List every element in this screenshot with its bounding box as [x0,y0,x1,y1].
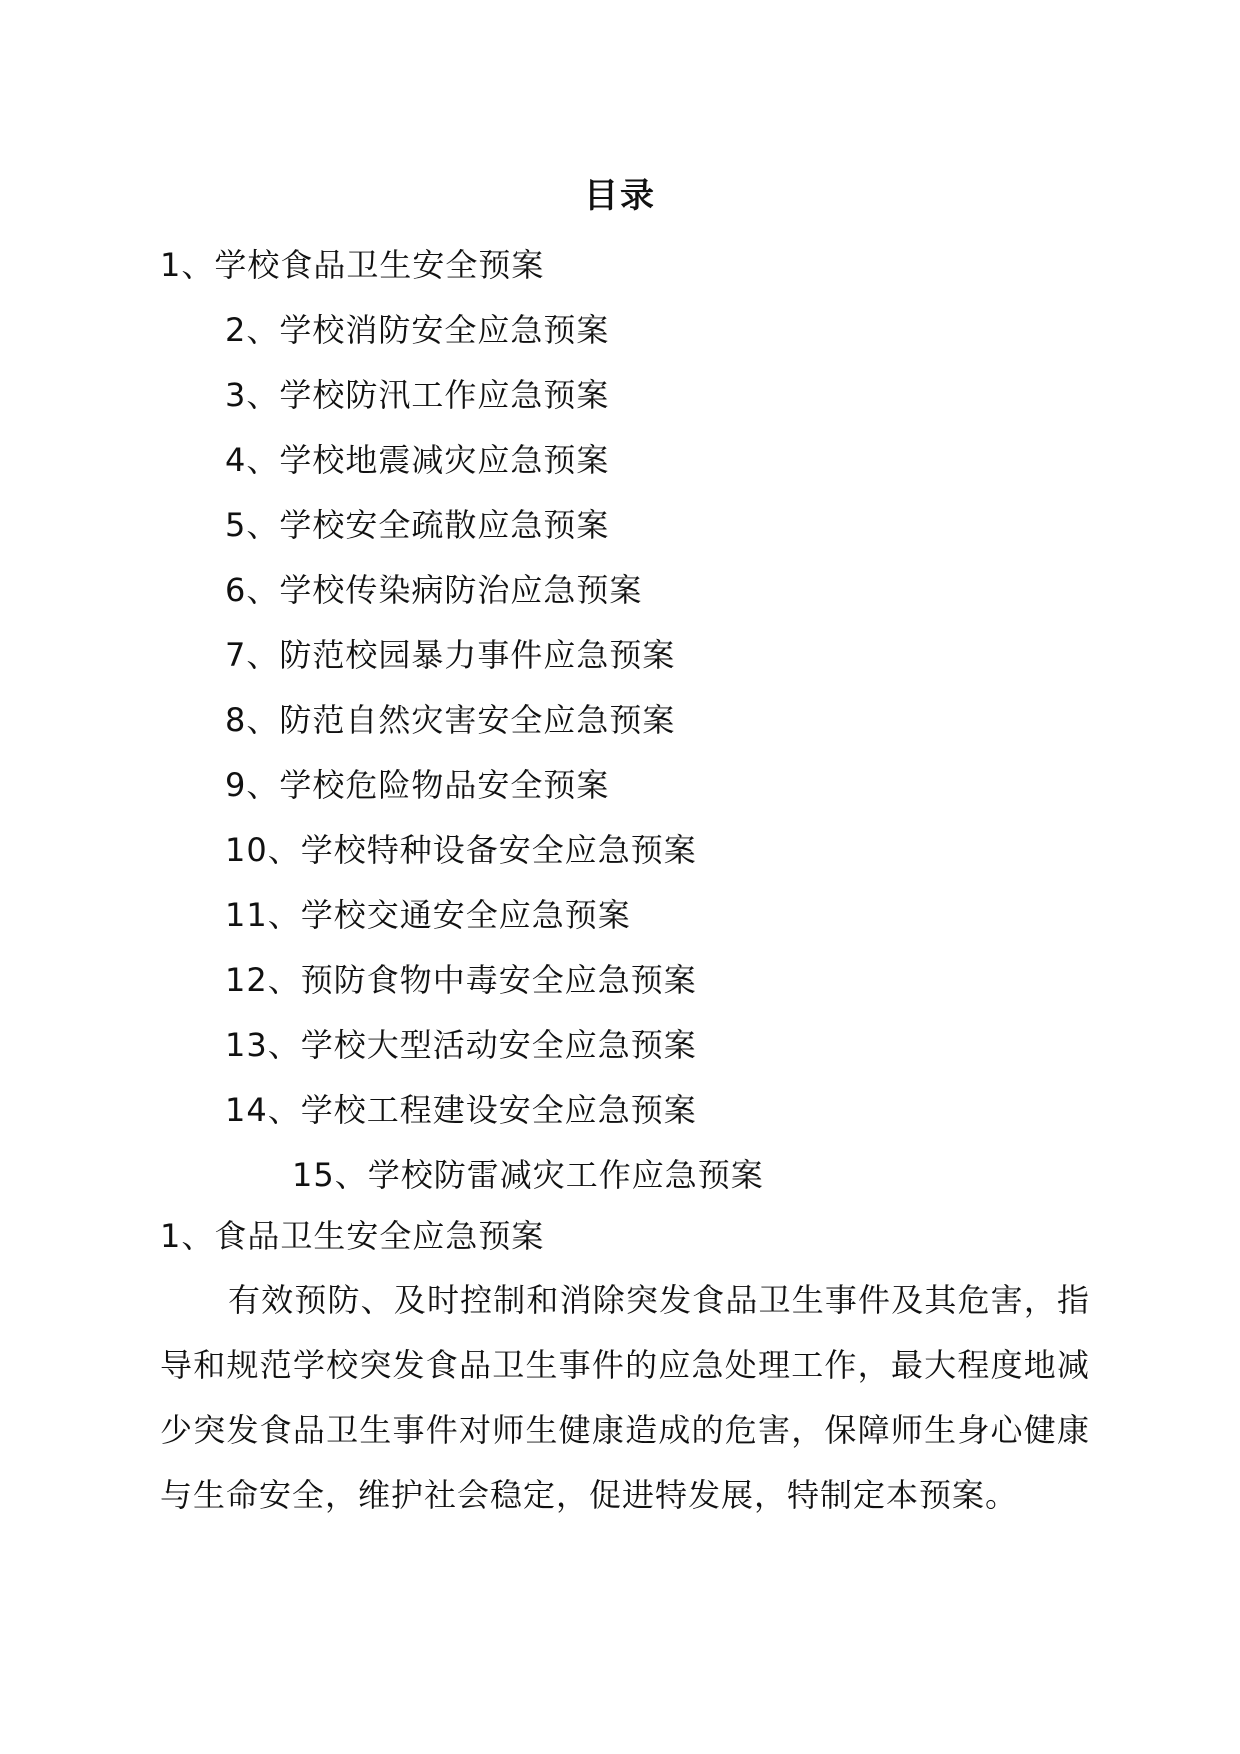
toc-item [0,233,1240,298]
toc-item [0,363,1240,428]
toc-title: 目录 [584,176,656,216]
toc-item-text: 1、学校食品卫生安全预案 [160,246,545,284]
toc-item-text: 11、学校交通安全应急预案 [225,896,631,934]
toc-item-text: 5、学校安全疏散应急预案 [225,506,610,544]
toc-item [0,948,1240,1013]
toc-item [0,623,1240,688]
body-paragraph: 有效预防、及时控制和消除突发食品卫生事件及其危害，指导和规范学校突发食品卫生事件的应急处理工作，最大程度地减少突发食品卫生事件对师生健康造成的危害，保障师生身心健康与生命安全，维护社会稳定，促进特发展，特制定本预案。 [160,1281,1090,1514]
toc-item-text: 7、防范校园暴力事件应急预案 [225,636,676,674]
toc-item [0,1013,1240,1078]
toc-item-text: 13、学校大型活动安全应急预案 [225,1026,697,1064]
toc-item [0,688,1240,753]
toc-item-text: 14、学校工程建设安全应急预案 [225,1091,697,1129]
toc-item-text: 15、学校防雷减灾工作应急预案 [292,1156,764,1194]
toc-item [0,428,1240,493]
toc-item-text: 4、学校地震减灾应急预案 [225,441,610,479]
toc-item-text: 9、学校危险物品安全预案 [225,766,610,804]
toc-item [0,753,1240,818]
toc-item [0,1078,1240,1143]
toc-list [0,233,1240,1208]
toc-item [0,1143,1240,1208]
toc-item [0,558,1240,623]
toc-item [0,298,1240,363]
toc-item [0,818,1240,883]
toc-item-text: 3、学校防汛工作应急预案 [225,376,610,414]
section-heading: 1、食品卫生安全应急预案 [160,1217,545,1255]
toc-item [0,493,1240,558]
toc-item-text: 6、学校传染病防治应急预案 [225,571,643,609]
toc-item [0,883,1240,948]
toc-item-text: 2、学校消防安全应急预案 [225,311,610,349]
toc-item-text: 12、预防食物中毒安全应急预案 [225,961,697,999]
toc-item-text: 10、学校特种设备安全应急预案 [225,831,697,869]
toc-item-text: 8、防范自然灾害安全应急预案 [225,701,676,739]
